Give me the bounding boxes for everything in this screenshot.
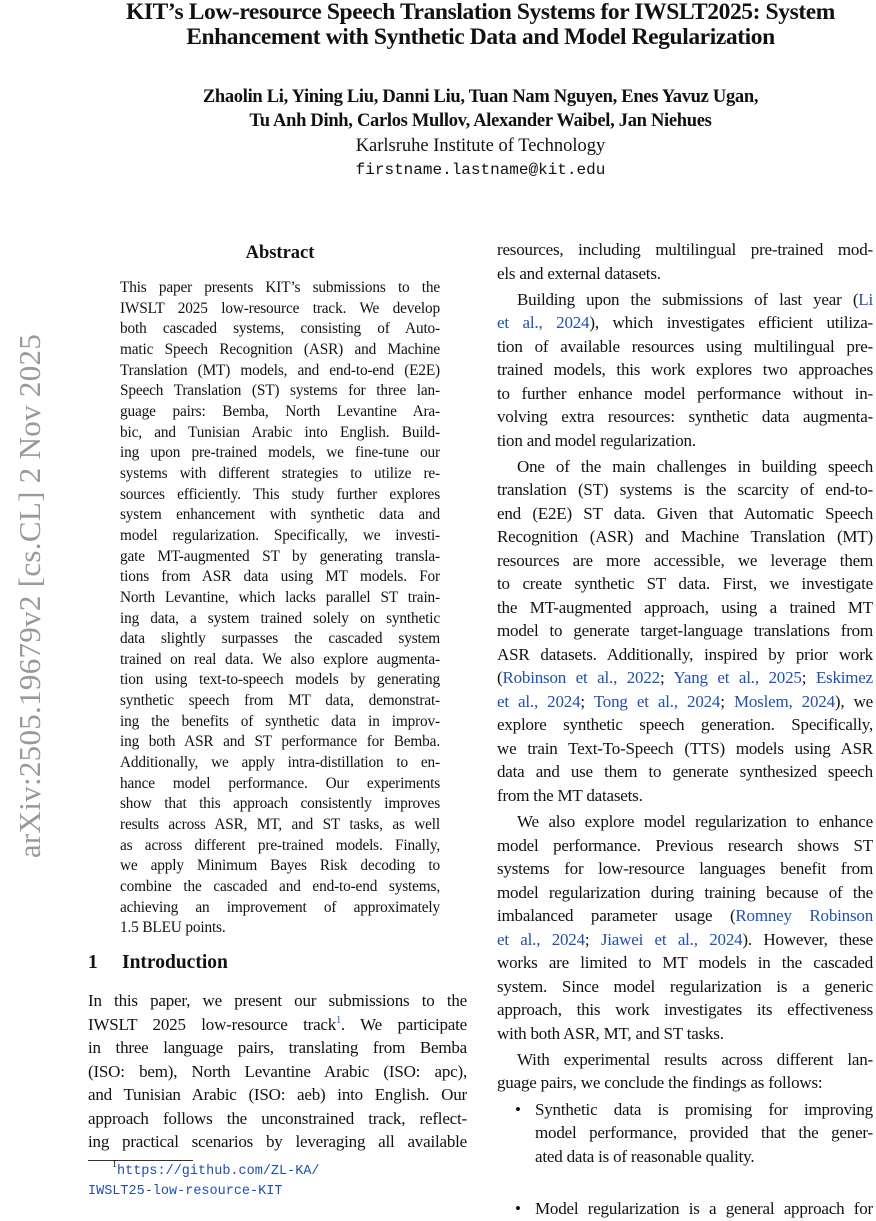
- author-list: [88, 86, 873, 133]
- text-line: we apply Minimum Bayes Risk decoding to: [120, 857, 440, 875]
- citation-link[interactable]: Eskimez: [815, 668, 873, 688]
- text-line: With experimental results across different lan-: [517, 1049, 873, 1069]
- text-line: (Robinson et al., 2022; Yang et al., 2025; Eskimez: [497, 668, 873, 688]
- text-line: bic, and Tunisian Arabic into English. Build-: [120, 423, 440, 441]
- text-line: Synthetic data is promising for improving: [535, 1099, 873, 1119]
- text-line: trained on real data. We also explore augmenta-: [120, 650, 440, 668]
- introduction-body: [88, 989, 467, 1154]
- title-line: KIT’s Low-resource Speech Translation Systems for IWSLT2025: System: [126, 0, 835, 25]
- text-line: et al., 2024), which investigates efficient utiliza-: [497, 313, 874, 333]
- text-line: model regularization. Specifically, we investi-: [120, 526, 440, 544]
- text-line: in three language pairs, translating from Bemba: [88, 1038, 467, 1057]
- affiliation: Karlsruhe Institute of Technology: [355, 136, 606, 156]
- text-line: approach follows the unconstrained track, reflect-: [88, 1108, 467, 1128]
- list-item: [515, 1098, 873, 1169]
- footnote-ref[interactable]: 1: [336, 1014, 341, 1026]
- text-line: Speech Translation (ST) systems for three lan-: [120, 382, 440, 400]
- footnote-marker: 1: [112, 1159, 117, 1170]
- text-line: Recognition (ASR) and Machine Translation (MT): [497, 527, 873, 547]
- text-line: tion using text-to-speech models by generating: [120, 671, 440, 689]
- citation-link[interactable]: Romney Robinson: [735, 906, 873, 926]
- text-line: resources, including multilingual pre-trained mod-: [497, 240, 873, 259]
- text-line: explore synthetic speech generation. Specifically,: [497, 715, 873, 735]
- text-line: model to generate target-language translations from: [497, 621, 873, 641]
- text-line: as across different pre-trained models. Finally,: [120, 836, 440, 854]
- footnote-link[interactable]: https://github.com/ZL-KA/: [117, 1164, 320, 1179]
- abstract-body: [120, 278, 440, 939]
- text-line: ing data, a system trained solely on synthetic: [120, 609, 440, 627]
- text-line: guage pairs, we conclude the findings as follows:: [497, 1073, 823, 1093]
- author-line: Tu Anh Dinh, Carlos Mullov, Alexander Waibel, Jan Niehues: [249, 110, 712, 131]
- author-email: firstname.lastname@kit.edu: [355, 161, 606, 179]
- citation-link[interactable]: Jiawei et al., 2024: [600, 929, 743, 949]
- citation-link[interactable]: et al., 2024: [497, 929, 585, 949]
- paragraph: [120, 278, 440, 939]
- text-line: tions from ASR data using MT models. For: [120, 568, 440, 586]
- text-line: the MT-augmented approach, using a trained MT: [497, 597, 873, 617]
- bullet-icon: •: [515, 1099, 521, 1119]
- text-line: guage pairs: Bemba, North Levantine Ara-: [120, 402, 440, 420]
- citation-link[interactable]: Li: [858, 289, 873, 309]
- text-line: IWSLT 2025 low-resource track. We develop: [120, 299, 440, 317]
- text-line: North Levantine, which lacks parallel ST train-: [120, 588, 440, 606]
- text-line: et al., 2024; Jiawei et al., 2024). However, these: [497, 929, 873, 949]
- text-line: data slightly surpasses the cascaded system: [120, 630, 440, 648]
- text-line: show that this approach consistently improves: [120, 795, 440, 813]
- paragraph: [497, 238, 873, 285]
- text-line: model performance. Previous research shows ST: [497, 835, 873, 855]
- text-line: combine the cascaded and end-to-end systems,: [120, 878, 440, 896]
- text-line: volving extra resources: synthetic data augmenta-: [497, 407, 873, 427]
- findings-list: [497, 1098, 873, 1221]
- author-line: Zhaolin Li, Yining Liu, Danni Liu, Tuan Nam Nguyen, Enes Yavuz Ugan,: [202, 87, 759, 107]
- text-line: results across ASR, MT, and ST tasks, as well: [120, 816, 440, 834]
- citation-link[interactable]: Robinson et al., 2022: [502, 668, 660, 688]
- text-line: ing both ASR and ST performance for Bemba.: [120, 733, 440, 751]
- text-line: from the MT datasets.: [497, 785, 643, 805]
- text-line: Model regularization is a general approach for: [535, 1199, 873, 1219]
- text-line: One of the main challenges in building speech: [517, 456, 873, 476]
- text-line: end (E2E) ST data. Given that Automatic Speech: [497, 503, 873, 523]
- text-line: tion and model regularization.: [497, 430, 696, 450]
- text-line: ated data is of reasonable quality.: [535, 1146, 755, 1166]
- text-line: and Tunisian Arabic (ISO: aeb) into English. Our: [88, 1085, 467, 1104]
- text-line: els and external datasets.: [497, 263, 661, 283]
- text-line: imbalanced parameter usage (Romney Robinson: [497, 906, 873, 926]
- footnote-divider: [88, 1160, 193, 1161]
- text-line: translation (ST) systems is the scarcity of end-to-: [497, 480, 873, 500]
- text-line: model performance, provided that the gener-: [535, 1123, 873, 1143]
- arxiv-identifier: arXiv:2505.19679v2 [cs.CL] 2 Nov 2025: [12, 333, 47, 859]
- text-line: gate MT-augmented ST by generating transla-: [120, 547, 440, 565]
- paragraph: [497, 1048, 873, 1095]
- text-line: et al., 2024; Tong et al., 2024; Moslem, 2024), we: [497, 691, 873, 711]
- text-line: achieving an improvement of approximately: [120, 898, 440, 916]
- text-line: to further enhance model performance without in-: [497, 383, 873, 403]
- citation-link[interactable]: et al., 2024: [497, 313, 590, 333]
- footnote: [88, 1159, 320, 1202]
- footnote-link[interactable]: IWSLT25-low-resource-KIT: [88, 1184, 283, 1199]
- paragraph: [497, 455, 873, 808]
- text-line: Additionally, we apply intra-distillation to en-: [120, 754, 440, 772]
- text-line: to create synthetic ST data. First, we investigate: [497, 574, 873, 594]
- section-title: Introduction: [122, 952, 228, 973]
- text-line: system. Since model regularization is a generic: [497, 976, 873, 996]
- text-line: In this paper, we present our submissions to the: [88, 991, 467, 1010]
- section-heading-introduction: [88, 952, 228, 974]
- paragraph: [497, 810, 873, 1045]
- text-line: (ISO: bem), North Levantine Arabic (ISO: apc),: [88, 1061, 467, 1081]
- text-line: Translation (MT) models, and end-to-end (E2E): [120, 361, 440, 379]
- text-line: approach, this work investigates its effectiveness: [497, 1000, 873, 1020]
- text-line: model regularization during training because of the: [497, 882, 873, 902]
- text-line: sources efficiently. This study further explores: [120, 485, 440, 503]
- text-line: ASR datasets. Additionally, inspired by prior work: [497, 644, 873, 664]
- right-column-body: [497, 238, 873, 1221]
- text-line: We also explore model regularization to enhance: [517, 812, 873, 832]
- paragraph: [88, 989, 467, 1154]
- text-line: This paper presents KIT’s submissions to the: [120, 279, 440, 296]
- citation-link[interactable]: Yang et al., 2025: [673, 668, 802, 688]
- title-line: Enhancement with Synthetic Data and Model Regularization: [186, 24, 775, 50]
- abstract-heading: Abstract: [245, 243, 315, 263]
- text-line: synthetic speech from MT data, demonstrat-: [120, 692, 440, 710]
- text-line: ing upon pre-trained models, we fine-tune our: [120, 444, 440, 462]
- text-line: resources are more accessible, we leverage them: [497, 550, 873, 570]
- text-line: systems for low-resource languages benefit from: [497, 859, 873, 879]
- text-line: system enhancement with synthetic data and: [120, 506, 440, 524]
- text-line: systems with different strategies to utilize re-: [120, 464, 440, 482]
- text-line: ing the benefits of synthetic data in improv-: [120, 712, 440, 730]
- text-line: ing practical scenarios by leveraging all available: [88, 1132, 467, 1151]
- citation-link[interactable]: Tong et al., 2024: [593, 691, 721, 711]
- text-line: works are limited to MT models in the cascaded: [497, 953, 873, 973]
- text-line: data and use them to generate synthesized speech: [497, 762, 873, 782]
- section-number: 1: [88, 952, 98, 973]
- list-item: [515, 1197, 873, 1221]
- text-line: IWSLT 2025 low-resource track$^1$. We participate: [88, 1014, 467, 1034]
- text-line: 1.5 BLEU points.: [120, 919, 226, 937]
- text-line: we train Text-To-Speech (TTS) models using ASR: [497, 738, 873, 758]
- citation-link[interactable]: et al., 2024: [497, 691, 581, 711]
- text-line: trained models, this work explores two approaches: [497, 360, 873, 380]
- bullet-icon: •: [515, 1199, 521, 1219]
- paper-title: [88, 0, 873, 50]
- text-line: with both ASR, MT, and ST tasks.: [497, 1023, 724, 1043]
- text-line: Building upon the submissions of last year (Li: [517, 289, 873, 309]
- text-line: matic Speech Recognition (ASR) and Machine: [120, 340, 440, 358]
- text-line: tion of available resources using multilingual pre-: [497, 336, 873, 356]
- paragraph: [497, 288, 873, 453]
- citation-link[interactable]: Moslem, 2024: [733, 691, 835, 711]
- text-line: both cascaded systems, consisting of Auto-: [120, 320, 440, 338]
- text-line: hance model performance. Our experiments: [120, 774, 440, 792]
